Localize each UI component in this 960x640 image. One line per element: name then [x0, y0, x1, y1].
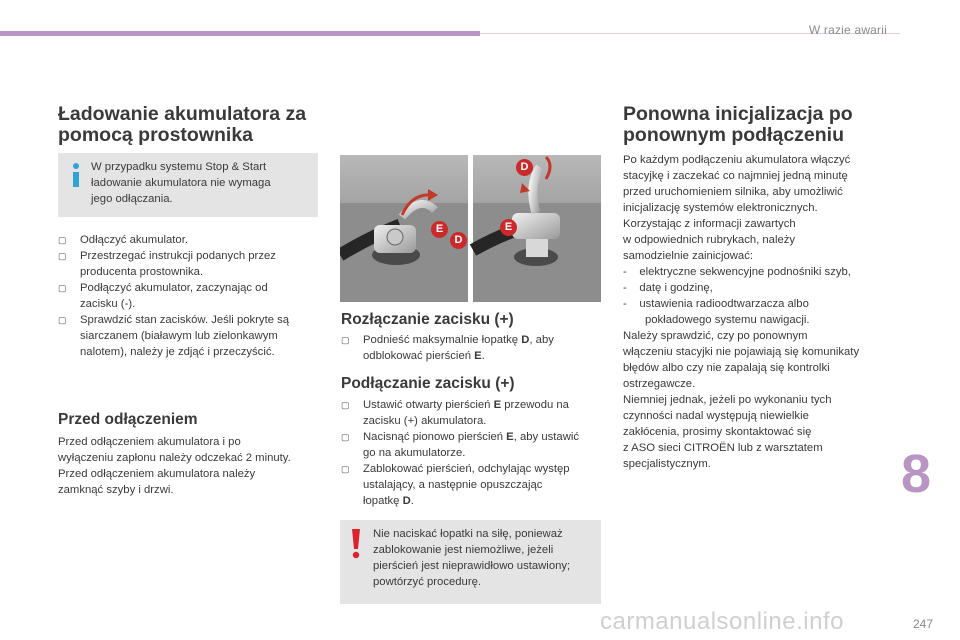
left-title: Ładowanie akumulatora za pomocą prostownika: [58, 103, 307, 146]
list-item: ▢ Ustawić otwarty pierścień E przewodu na zacisku (+) akumulatora.: [341, 399, 569, 427]
info-note-box: [58, 153, 318, 217]
list-item: ▢ Podnieść maksymalnie łopatkę D, aby odblokować pierścień E.: [341, 334, 554, 362]
warning-box: [340, 520, 601, 604]
before-disconnect-heading: Przed odłączeniem: [58, 411, 198, 428]
bullet-icon: ▢: [341, 400, 350, 410]
bullet-icon: ▢: [341, 464, 350, 474]
list-item: ▢ Przestrzegać instrukcji podanych przez producenta prostownika.: [58, 250, 276, 278]
info-note-text: W przypadku systemu Stop & Start ładowanie akumulatora nie wymaga jego odłączania.: [91, 161, 271, 205]
header-accent-bar: [0, 31, 480, 36]
reinit-body: Po każdym podłączeniu akumulatora włączyć stacyjkę i zaczekać co najmniej jedną minutę przed uruchomieniem silnika, aby umożliwić inicjalizację systemów elektronicznych. Korzystając z informacji zawartych w odpowiednich rubrykach, należy samodzielnie zainicjować: - elektryczne sekwencyjne podnośniki szyb, - datę i godzinę, - ustawienia radioodtwarzacza albo pokładowego systemu nawigacji. Należy sprawdzić, czy po ponownym włączeniu stacyjki nie pojawiają się komunikaty błędów albo czy nie zapalają się kontrolki ostrzegawcze. Niemniej jednak, jeżeli po wykonaniu tych czynności nadal występują niewielkie zakłócenia, prosimy skontaktować się z ASO sieci CITROËN lub z warsztatem specjalistycznym.: [623, 154, 860, 470]
page-number: 247: [913, 617, 934, 631]
label-e-left: E: [431, 221, 448, 238]
label-d-right: D: [516, 159, 533, 176]
bullet-icon: ▢: [58, 235, 67, 245]
connect-heading: Podłączanie zacisku (+): [341, 375, 515, 392]
bullet-icon: ▢: [341, 432, 350, 442]
right-title: Ponowna inicjalizacja po ponownym podłączeniu: [623, 103, 853, 146]
bullet-icon: ▢: [341, 335, 350, 345]
label-d-left: D: [450, 232, 467, 249]
watermark: carmanualsonline.info: [600, 608, 844, 635]
disconnect-heading: Rozłączanie zacisku (+): [341, 311, 514, 328]
bullet-icon: ▢: [58, 251, 67, 261]
charging-steps: [58, 232, 328, 360]
warning-text: Nie naciskać łopatki na siłę, ponieważ zablokowanie jest niemożliwe, jeżeli pierścień jest nieprawidłowo ustawiony; powtórzyć procedurę.: [373, 528, 571, 588]
info-icon: [68, 162, 84, 188]
warning-icon: [350, 529, 362, 559]
list-item: ▢ Zablokować pierścień, odchylając występ ustalający, a następnie opuszczając łopatkę D.: [341, 463, 570, 507]
list-item: ▢ Nacisnąć pionowo pierścień E, aby ustawić go na akumulatorze.: [341, 431, 580, 459]
list-item: ▢ Podłączyć akumulator, zaczynając od zacisku (-).: [58, 282, 268, 310]
before-disconnect-text: Przed odłączeniem akumulatora i po wyłączeniu zapłonu należy odczekać 2 minuty. Przed odłączeniem akumulatora należy zamknąć szyby i drzwi.: [58, 436, 291, 496]
label-e-right: E: [500, 219, 517, 236]
list-item: ▢ Odłączyć akumulator.: [58, 234, 188, 246]
connect-steps: [341, 397, 609, 509]
chapter-number: 8: [901, 444, 932, 504]
bullet-icon: ▢: [58, 315, 67, 325]
disconnect-steps: [341, 332, 603, 364]
section-title: W razie awarii: [808, 23, 887, 37]
battery-clamp-illustration: [340, 155, 601, 302]
bullet-icon: ▢: [58, 283, 67, 293]
list-item: ▢ Sprawdzić stan zacisków. Jeśli pokryte są siarczanem (białawym lub zielonkawym nalotem), należy je zdjąć i przeczyścić.: [58, 314, 290, 358]
